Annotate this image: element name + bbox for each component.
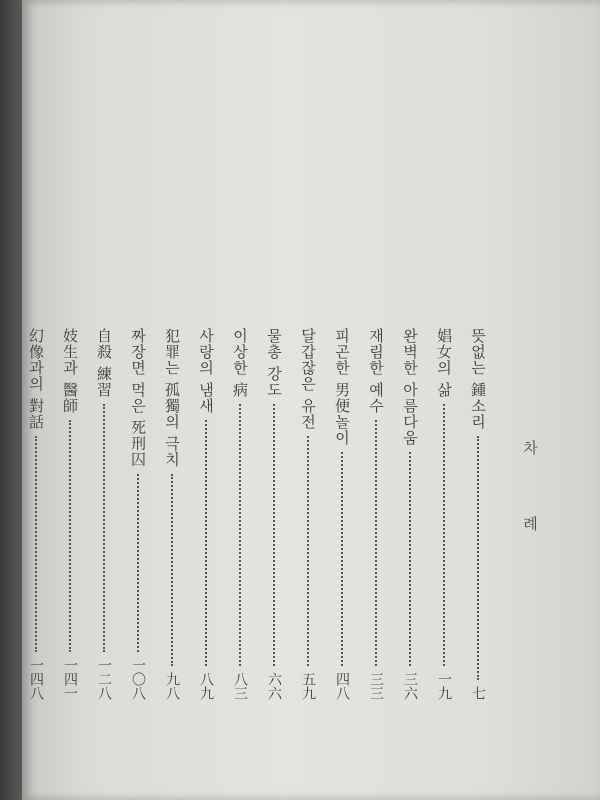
toc-entry-title: 달갑잖은 유전 <box>299 328 317 430</box>
toc-leader-dots <box>443 404 445 666</box>
toc-entry <box>364 328 388 700</box>
table-of-contents <box>24 328 490 700</box>
toc-entry-title: 사랑의 냄새 <box>197 328 215 414</box>
toc-entry <box>194 328 218 700</box>
toc-leader-dots <box>307 436 309 666</box>
toc-entry <box>24 328 48 700</box>
toc-entry-title: 自殺 練習 <box>95 328 113 398</box>
toc-leader-dots <box>205 420 207 666</box>
toc-entry <box>296 328 320 700</box>
toc-entry <box>92 328 116 700</box>
toc-entry-page: 八九 <box>198 672 214 700</box>
toc-entry <box>398 328 422 700</box>
toc-entry-page: 三三 <box>368 672 384 700</box>
toc-entry-page: 三六 <box>402 672 418 700</box>
toc-entry-title: 犯罪는 孤獨의 극치 <box>163 328 181 468</box>
toc-entry-title: 뜻없는 鍾소리 <box>469 328 487 430</box>
toc-entry <box>330 328 354 700</box>
toc-entry <box>160 328 184 700</box>
toc-leader-dots <box>239 404 241 666</box>
toc-entry-page: 六六 <box>266 672 282 700</box>
toc-entry-page: 一四八 <box>28 658 44 700</box>
toc-entry-title: 이상한 病 <box>231 328 249 398</box>
toc-entry-title: 피곤한 男便놀이 <box>333 328 351 446</box>
toc-leader-dots <box>137 474 139 652</box>
toc-entry-title: 妓生과 醫師 <box>61 328 79 414</box>
toc-leader-dots <box>477 436 479 680</box>
toc-entry <box>432 328 456 700</box>
toc-entry-page: 八三 <box>232 672 248 700</box>
toc-leader-dots <box>35 436 37 652</box>
book-page <box>22 0 600 800</box>
toc-entry-page: 一〇八 <box>130 658 146 700</box>
toc-entry-page: 一九 <box>436 672 452 700</box>
toc-leader-dots <box>375 420 377 666</box>
toc-entry-page: 一二八 <box>96 658 112 700</box>
toc-entry-title: 娼女의 삶 <box>435 328 453 398</box>
toc-entry-title: 물총 강도 <box>265 328 283 398</box>
toc-entry-title: 완벽한 아름다움 <box>401 328 419 446</box>
contents-title: 차 례 <box>521 440 539 559</box>
toc-leader-dots <box>171 474 173 666</box>
toc-entry-title: 짜장면 먹은 死刑囚 <box>129 328 147 468</box>
toc-entry-title: 幻像과의 對話 <box>27 328 45 430</box>
toc-entry-title: 재림한 예수 <box>367 328 385 414</box>
toc-entry <box>466 328 490 700</box>
toc-entry <box>262 328 286 700</box>
toc-entry <box>126 328 150 700</box>
toc-entry-page: 四八 <box>334 672 350 700</box>
toc-leader-dots <box>273 404 275 666</box>
toc-leader-dots <box>103 404 105 652</box>
book-gutter <box>0 0 22 800</box>
toc-leader-dots <box>341 452 343 666</box>
toc-entry <box>228 328 252 700</box>
toc-entry-page: 一四一 <box>62 658 78 700</box>
toc-entry <box>58 328 82 700</box>
toc-leader-dots <box>409 452 411 666</box>
toc-entry-page: 五九 <box>300 672 316 700</box>
toc-entry-page: 九八 <box>164 672 180 700</box>
toc-entry-page: 七 <box>470 686 486 700</box>
toc-leader-dots <box>69 420 71 652</box>
